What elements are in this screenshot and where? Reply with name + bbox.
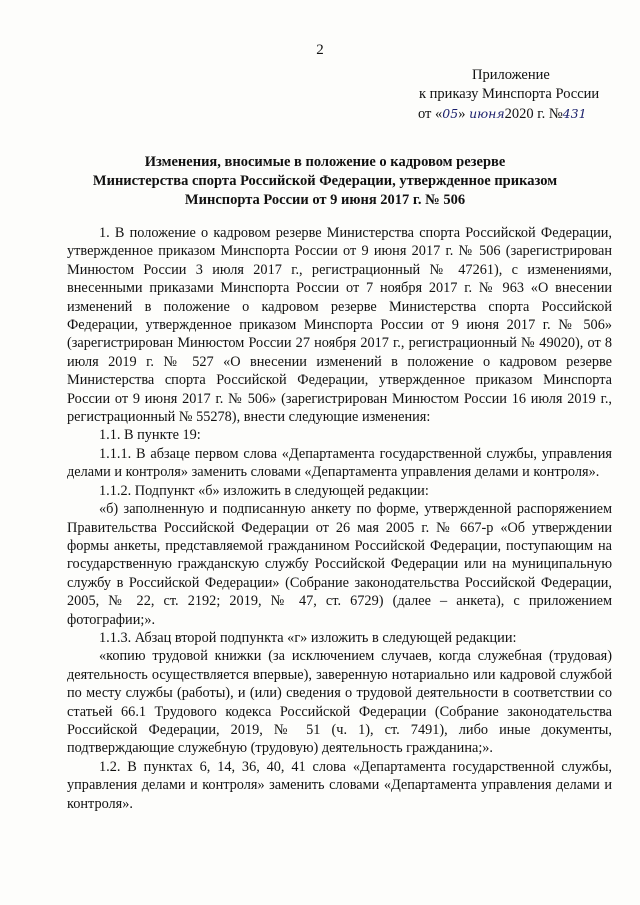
paragraph-1-1: 1.1. В пункте 19: — [99, 427, 201, 444]
page-number: 2 — [316, 42, 324, 58]
appendix-line-2: к приказу Минспорта России — [419, 86, 600, 102]
handwritten-month: июня — [469, 106, 505, 121]
document-body — [67, 224, 612, 813]
handwritten-order-number: 431 — [562, 106, 587, 121]
appendix-line-1: Приложение — [472, 67, 550, 83]
paragraph-1: 1. В положение о кадровом резерве Министерства спорта Российской Федерации, утвержденное приказом Минспорта России от 9 июня 2017 г. № 506 (зарегистрирован Минюстом России 3 июля 2017 г., регистрационный № 47261), с изменениями, внесенными приказами Минспорта России от 7 ноября 2017 г. № 963 «О внесении изменений в положение о кадровом резерве Министерства спорта Российской Федерации, утвержденное приказом Минспорта России от 9 июня 2017 г. № 506» (зарегистрирован Минюстом России 27 ноября 2017 г., регистрационный № 49020), от 8 июля 2019 г. № 527 «О внесении изменений в положение о кадровом резерве Министерства спорта Российской Федерации, утвержденное приказом Минспорта России от 9 июня 2017 г. № 506» (зарегистрирован Минюстом России 16 июля 2019 г., регистрационный № 55278), внести следующие изменения: — [67, 225, 612, 426]
paragraph-1-1-2: 1.1.2. Подпункт «б» изложить в следующей редакции: — [99, 482, 429, 499]
paragraph-1-2: 1.2. В пунктах 6, 14, 36, 40, 41 слова «Департамента государственной службы, управления делами и контроля» заменить словами «Департамента управления делами и контроля». — [67, 758, 612, 812]
paragraph-subpoint-b: «б) заполненную и подписанную анкету по форме, утвержденной распоряжением Правительства Российской Федерации от 26 мая 2005 г. № 667-р «Об утверждении формы анкеты, представляемой гражданином Российской Федерации, поступающим на государственную гражданскую службу Российской Федерации или на муниципальную службу в Российской Федерации» (Собрание законодательства Российской Федерации, 2005, № 22, ст. 2192; 2019, № 47, ст. 6729) (далее – анкета), с приложением фотографии;». — [67, 501, 612, 628]
paragraph-subpoint-g: «копию трудовой книжки (за исключением случаев, когда служебная (трудовая) деятельность осуществляется впервые), заверенную нотариально или кадровой службой по месту службы (работы), и (или) сведения о трудовой деятельности в соответствии со статьей 66.1 Трудового кодекса Российской Федерации (Собрание законодательства Российской Федерации, 2019, № 51 (ч. 1), ст. 7491), либо иные документы, подтверждающие служебную (трудовую) деятельность гражданина;». — [67, 648, 612, 757]
title-line-2: Министерства спорта Российской Федерации, утвержденное приказом — [92, 173, 558, 189]
paragraph-1-1-1: 1.1.1. В абзаце первом слова «Департамента государственной службы, управления делами и контроля» заменить словами «Департамента управления делами и контроля». — [67, 445, 612, 481]
date-year: 2020 г. № — [504, 106, 563, 122]
handwritten-day: 05 — [442, 106, 459, 121]
title-line-3: Минспорта России от 9 июня 2017 г. № 506 — [184, 192, 466, 208]
appendix-block — [400, 66, 635, 124]
appendix-line-3 — [400, 104, 635, 124]
title-line-1: Изменения, вносимые в положение о кадровом резерве — [144, 154, 506, 170]
date-prefix: от « — [418, 106, 443, 122]
paragraph-1-1-3: 1.1.3. Абзац второй подпункта «г» изложить в следующей редакции: — [99, 629, 517, 646]
document-title — [60, 153, 590, 210]
date-mid: » — [458, 106, 470, 122]
